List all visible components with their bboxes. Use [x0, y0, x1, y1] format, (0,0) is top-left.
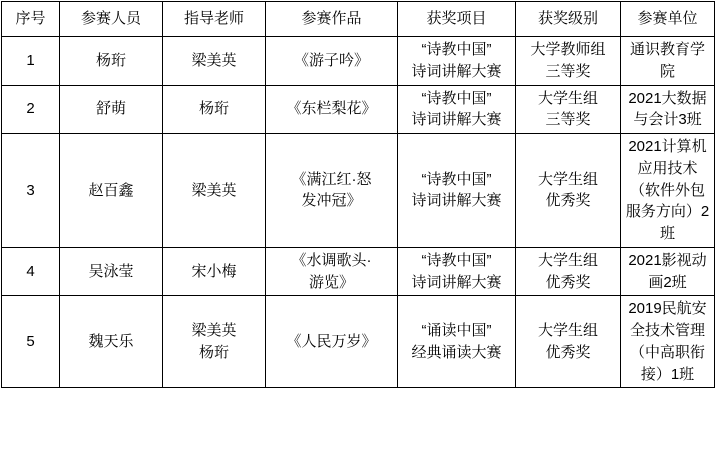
cell-person: 吴泳莹	[60, 247, 163, 296]
table-header	[2, 2, 715, 37]
cell-unit	[621, 296, 715, 388]
cell-teacher	[163, 296, 266, 388]
table-row	[2, 296, 715, 388]
award-table	[1, 1, 715, 388]
cell-unit-line: 服务方向）2	[625, 203, 710, 221]
cell-unit-line: 应用技术	[637, 159, 698, 177]
cell-project-line: 诗词讲解大赛	[411, 192, 502, 210]
cell-level-line: 优秀奖	[545, 192, 591, 210]
cell-person: 魏天乐	[60, 296, 163, 388]
cell-unit-line: 通识教育学	[629, 41, 705, 58]
cell-person: 舒萌	[60, 85, 163, 134]
cell-level-line: 大学生组	[537, 322, 598, 339]
cell-level	[516, 296, 621, 388]
cell-level-line: 大学生组	[537, 89, 598, 107]
cell-teacher-line: 杨珩	[198, 343, 229, 361]
cell-project	[398, 134, 516, 248]
cell-unit-line: 2019民航安	[628, 300, 707, 318]
table-body	[2, 37, 715, 388]
column-header-person: 参赛人员	[60, 2, 163, 37]
cell-level	[516, 37, 621, 86]
cell-project-line: 诗词讲解大赛	[411, 273, 502, 291]
cell-work-line: 《水调歌头·	[291, 251, 372, 269]
cell-teacher: 杨珩	[163, 85, 266, 134]
cell-unit-line: 院	[659, 62, 675, 80]
cell-level-line: 大学生组	[537, 251, 598, 269]
column-header-level: 获奖级别	[516, 2, 621, 37]
cell-work: 《游子吟》	[266, 37, 398, 86]
cell-person: 赵百鑫	[60, 134, 163, 248]
cell-unit-line: 接）1班	[640, 365, 695, 383]
cell-work	[266, 247, 398, 296]
cell-level-line: 三等奖	[545, 111, 591, 129]
cell-work-line: 《满江红·怒	[291, 170, 372, 188]
cell-level	[516, 85, 621, 134]
cell-project	[398, 85, 516, 134]
cell-unit-line: 画2班	[648, 273, 687, 291]
column-header-work: 参赛作品	[266, 2, 398, 37]
cell-work	[266, 134, 398, 248]
cell-no: 1	[2, 37, 60, 86]
cell-project-line: “诗教中国”	[421, 41, 492, 58]
cell-unit	[621, 37, 715, 86]
cell-level	[516, 134, 621, 248]
cell-project-line: “诗教中国”	[421, 170, 492, 188]
cell-teacher: 梁美英	[163, 37, 266, 86]
cell-project-line: “诗教中国”	[421, 89, 492, 107]
cell-project-line: 诗词讲解大赛	[411, 62, 502, 80]
cell-person: 杨珩	[60, 37, 163, 86]
cell-unit-line: （软件外包	[629, 181, 705, 199]
cell-project-line: “诵读中国”	[421, 322, 492, 339]
table-row	[2, 85, 715, 134]
cell-unit	[621, 247, 715, 296]
cell-project-line: 诗词讲解大赛	[411, 111, 502, 129]
cell-teacher: 宋小梅	[163, 247, 266, 296]
cell-work: 《人民万岁》	[266, 296, 398, 388]
table-row	[2, 37, 715, 86]
cell-teacher: 梁美英	[163, 134, 266, 248]
cell-level-line: 大学教师组	[530, 41, 606, 58]
cell-unit-line: 2021影视动	[628, 251, 707, 269]
cell-no: 4	[2, 247, 60, 296]
cell-teacher-line: 梁美英	[191, 322, 237, 339]
cell-work-line: 游览》	[308, 273, 354, 291]
table-header-row	[2, 2, 715, 37]
cell-unit-line: 班	[659, 225, 675, 242]
column-header-no: 序号	[2, 2, 60, 37]
column-header-project: 获奖项目	[398, 2, 516, 37]
column-header-unit: 参赛单位	[621, 2, 715, 37]
cell-project-line: “诗教中国”	[421, 251, 492, 269]
cell-unit-line: 与会计3班	[633, 111, 702, 129]
cell-level-line: 大学生组	[537, 170, 598, 188]
column-header-teacher: 指导老师	[163, 2, 266, 37]
cell-project	[398, 247, 516, 296]
cell-unit	[621, 85, 715, 134]
cell-project-line: 经典诵读大赛	[411, 343, 502, 361]
cell-unit	[621, 134, 715, 248]
table-row	[2, 247, 715, 296]
cell-unit-line: 2021大数据	[628, 89, 707, 107]
cell-no: 2	[2, 85, 60, 134]
cell-project	[398, 37, 516, 86]
cell-unit-line: （中高职衔	[629, 343, 705, 361]
cell-level-line: 优秀奖	[545, 343, 591, 361]
cell-project	[398, 296, 516, 388]
cell-no: 5	[2, 296, 60, 388]
table-row	[2, 134, 715, 248]
cell-work-line: 发冲冠》	[301, 192, 362, 210]
cell-level-line: 三等奖	[545, 62, 591, 80]
cell-level-line: 优秀奖	[545, 273, 591, 291]
cell-unit-line: 全技术管理	[629, 322, 705, 339]
cell-work: 《东栏梨花》	[266, 85, 398, 134]
cell-unit-line: 2021计算机	[628, 138, 707, 155]
cell-level	[516, 247, 621, 296]
cell-no: 3	[2, 134, 60, 248]
